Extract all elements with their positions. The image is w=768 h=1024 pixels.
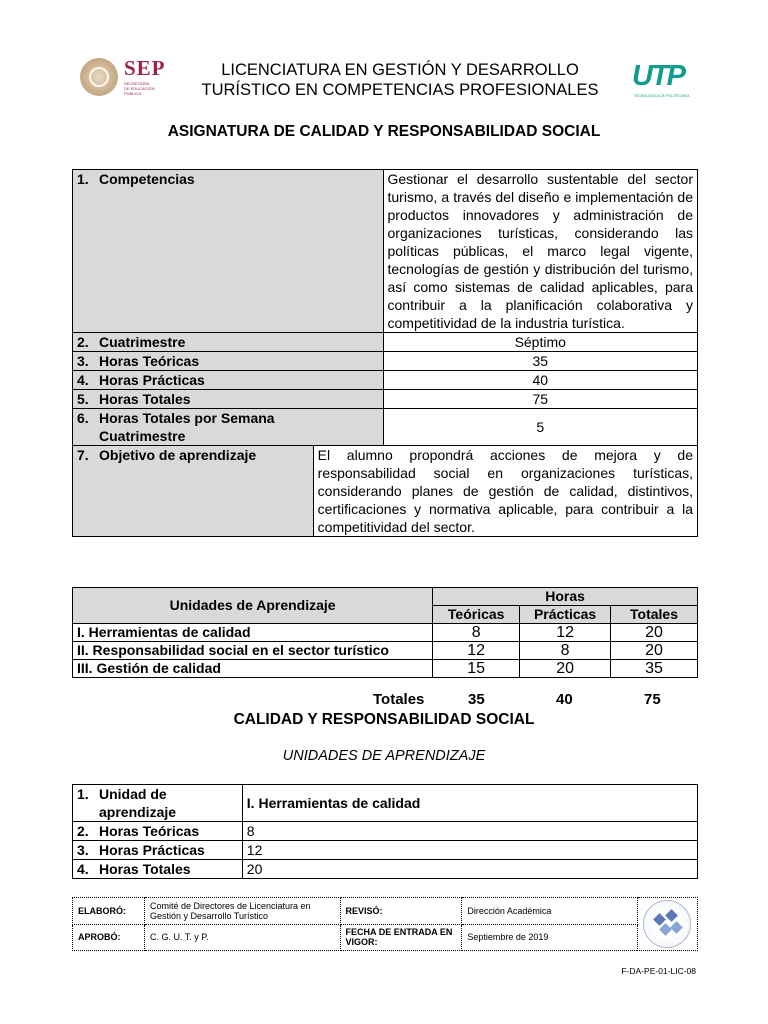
totals-label: Totales	[373, 691, 425, 708]
hours-header: Horas	[433, 588, 698, 606]
fecha-value: Septiembre de 2019	[462, 924, 638, 951]
table-row	[73, 642, 698, 660]
institution-seal	[637, 898, 697, 951]
unit-totales: 20	[611, 642, 698, 660]
institution-seal-icon	[643, 900, 691, 948]
sep-logo-text: SEP	[124, 56, 166, 80]
unit-totales: 35	[611, 660, 698, 678]
utp-logo-subtitle: TECNOLÓGICA DE POLITÉCNICA	[634, 94, 690, 98]
cuatrimestre-label: 2. Cuatrimestre	[73, 333, 384, 352]
table-row	[73, 860, 698, 879]
aprobo-value: C. G. U. T. y P.	[144, 924, 340, 951]
horas-semana-value: 5	[383, 409, 698, 446]
col-teoricas: Teóricas	[433, 606, 520, 624]
subject-title: ASIGNATURA DE CALIDAD Y RESPONSABILIDAD SOCIAL	[167, 123, 601, 140]
unit-horas-teoricas-label: 2. Horas Teóricas	[73, 822, 243, 841]
unidad-value: I. Herramientas de calidad	[242, 785, 697, 822]
cuatrimestre-value: Séptimo	[383, 333, 698, 352]
unit-horas-totales-value: 20	[242, 860, 697, 879]
form-code: F-DA-PE-01-LIC-08	[621, 966, 696, 976]
unit-teoricas: 12	[433, 642, 520, 660]
totals-practicas: 40	[556, 691, 573, 708]
table-row	[73, 371, 698, 390]
table-row	[73, 352, 698, 371]
col-totales: Totales	[611, 606, 698, 624]
table-row	[73, 170, 698, 333]
units-header: Unidades de Aprendizaje	[73, 588, 433, 624]
unit-horas-practicas-label: 3. Horas Prácticas	[73, 841, 243, 860]
elaboro-value: Comité de Directores de Licenciatura en Gestión y Desarrollo Turístico	[144, 898, 340, 925]
table-row	[73, 785, 698, 822]
table-row	[73, 822, 698, 841]
utp-logo	[632, 60, 696, 100]
table-row	[73, 588, 698, 606]
objetivo-label: 7. Objetivo de aprendizaje	[73, 446, 314, 537]
sep-logo	[80, 56, 180, 100]
unit-name: I. Herramientas de calidad	[73, 624, 433, 642]
sep-logo-subtitle: SECRETARÍA DE EDUCACIÓN PÚBLICA	[124, 81, 155, 96]
totals-totales: 75	[644, 691, 661, 708]
horas-teoricas-value: 35	[383, 352, 698, 371]
table-row	[73, 624, 698, 642]
competencias-value: Gestionar el desarrollo sustentable del sector turismo, a través del diseño e implementación de productos innovadores y administración de organizaciones turísticas, considerando las políticas públicas, el marco legal vigente, tecnologías de gestión y distribución del turismo, así como sistemas de calidad aplicables, para contribuir a la planificación colaborativa y competitividad de la industria turística.	[383, 170, 698, 333]
unit-teoricas: 8	[433, 624, 520, 642]
elaboro-label: ELABORÓ:	[73, 898, 145, 925]
horas-practicas-label: 4. Horas Prácticas	[73, 371, 384, 390]
horas-semana-label: 6. Horas Totales por Semana Cuatrimestre	[73, 409, 384, 446]
unit-totales: 20	[611, 624, 698, 642]
general-info-table	[72, 169, 698, 537]
utp-logo-text: UTP	[632, 60, 684, 92]
unit-detail-table	[72, 784, 698, 879]
program-title: LICENCIATURA EN GESTIÓN Y DESARROLLO TURÍSTICO EN COMPETENCIAS PROFESIONALES	[201, 61, 599, 99]
table-row	[73, 446, 698, 537]
horas-totales-label: 5. Horas Totales	[73, 390, 384, 409]
unit-teoricas: 15	[433, 660, 520, 678]
unit-practicas: 20	[520, 660, 611, 678]
table-row	[73, 898, 698, 925]
table-row	[73, 333, 698, 352]
horas-totales-value: 75	[383, 390, 698, 409]
unit-horas-teoricas-value: 8	[242, 822, 697, 841]
unit-name: III. Gestión de calidad	[73, 660, 433, 678]
approval-footer	[72, 897, 698, 951]
totals-teoricas: 35	[468, 691, 485, 708]
reviso-label: REVISÓ:	[340, 898, 462, 925]
reviso-value: Dirección Académica	[462, 898, 638, 925]
horas-practicas-value: 40	[383, 371, 698, 390]
table-row	[73, 841, 698, 860]
totals-row	[72, 691, 698, 709]
col-practicas: Prácticas	[520, 606, 611, 624]
table-row	[73, 409, 698, 446]
units-table	[72, 587, 698, 678]
aprobo-label: APROBÓ:	[73, 924, 145, 951]
fecha-label: FECHA DE ENTRADA EN VIGOR:	[340, 924, 462, 951]
table-row	[73, 660, 698, 678]
competencias-label: 1. Competencias	[73, 170, 384, 333]
national-seal-icon	[80, 58, 118, 96]
section-title: CALIDAD Y RESPONSABILIDAD SOCIAL	[233, 711, 535, 728]
unidad-label: 1. Unidad de aprendizaje	[73, 785, 243, 822]
table-row	[73, 390, 698, 409]
unit-practicas: 12	[520, 624, 611, 642]
objetivo-value: El alumno propondrá acciones de mejora y de responsabilidad social en organizaciones turísticas, considerando planes de gestión de calidad, distintivos, certificaciones y normativa aplicable, para contribuir a la competitividad del sector.	[313, 446, 697, 537]
table-row	[73, 924, 698, 951]
section-subtitle: UNIDADES DE APRENDIZAJE	[282, 748, 486, 764]
unit-practicas: 8	[520, 642, 611, 660]
unit-horas-totales-label: 4. Horas Totales	[73, 860, 243, 879]
unit-horas-practicas-value: 12	[242, 841, 697, 860]
unit-name: II. Responsabilidad social en el sector turístico	[73, 642, 433, 660]
horas-teoricas-label: 3. Horas Teóricas	[73, 352, 384, 371]
